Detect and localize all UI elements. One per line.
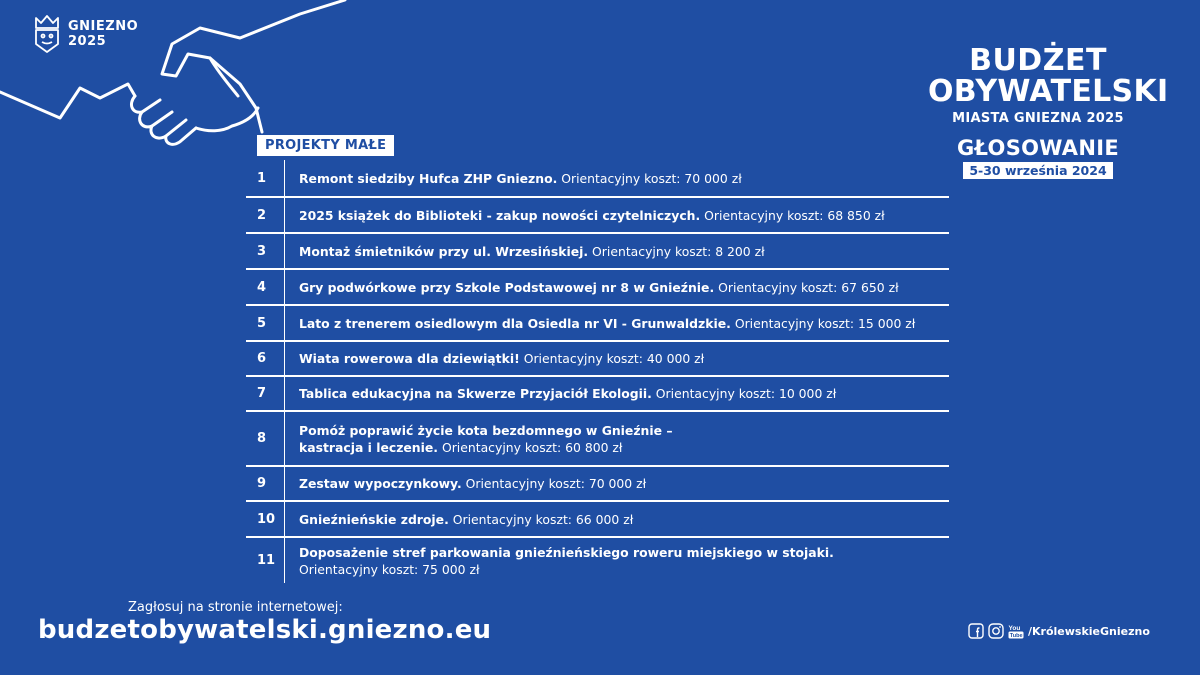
projects-table [246, 160, 949, 583]
youtube-icon[interactable] [1008, 623, 1024, 639]
project-row [246, 234, 949, 270]
project-number: 9 [246, 467, 285, 500]
project-title: 2025 książek do Biblioteki - zakup nowości czytelniczych. [299, 207, 701, 223]
project-number: 10 [246, 502, 285, 536]
project-row [246, 306, 949, 342]
vote-dates-badge: 5-30 września 2024 [963, 162, 1112, 179]
project-row [246, 377, 949, 412]
project-description [285, 279, 949, 296]
project-description [285, 207, 949, 224]
svg-text:You: You [1008, 625, 1021, 632]
project-row [246, 198, 949, 234]
project-number: 1 [246, 160, 285, 196]
project-description [285, 385, 949, 402]
project-number: 2 [246, 198, 285, 232]
vote-label: GŁOSOWANIE [956, 136, 1119, 160]
project-title: Gnieźnieńskie zdroje. [299, 511, 449, 527]
project-number: 11 [246, 538, 285, 583]
project-cost: Orientacyjny koszt: 60 800 zł [441, 439, 623, 455]
project-title: Wiata rowerowa dla dziewiątki! [299, 351, 520, 366]
project-title: Tablica edukacyjna na Skwerze Przyjaciół Ekologii. [299, 386, 652, 401]
project-cost: Orientacyjny koszt: 66 000 zł [452, 511, 634, 527]
project-description [285, 475, 949, 492]
project-description [285, 243, 949, 260]
header-title-line1: BUDŻET [969, 43, 1107, 78]
project-title: Gry podwórkowe przy Szkole Podstawowej nr 8 w Gnieźnie. [299, 279, 715, 295]
logo-line1: GNIEZNO [68, 19, 139, 34]
project-description [285, 422, 949, 456]
vote-cta-label: Zagłosuj na stronie internetowej: [128, 600, 343, 615]
svg-text:Tube: Tube [1009, 633, 1023, 639]
project-title: Montaż śmietników przy ul. Wrzesińskiej. [299, 243, 589, 259]
vote-website-link[interactable]: budzetobywatelski.gniezno.eu [38, 615, 492, 645]
project-row [246, 342, 949, 377]
project-cost: Orientacyjny koszt: 15 000 zł [734, 315, 916, 331]
project-number: 6 [246, 342, 285, 375]
project-description [285, 315, 949, 332]
project-cost: Orientacyjny koszt: 8 200 zł [592, 243, 765, 259]
section-label: PROJEKTY MAŁE [257, 135, 394, 156]
project-row [246, 160, 949, 198]
project-title: Remont siedziby Hufca ZHP Gniezno. [299, 170, 558, 186]
project-row [246, 270, 949, 306]
project-cost: Orientacyjny koszt: 10 000 zł [655, 386, 837, 401]
project-title: Lato z trenerem osiedlowym dla Osiedla nr VI - Grunwaldzkie. [299, 315, 731, 331]
project-title-line1: Pomóż poprawić życie kota bezdomnego w Gnieźnie – [299, 422, 673, 438]
social-links [968, 623, 1150, 639]
project-row [246, 467, 949, 502]
header-title-line2: OBYWATELSKI [928, 74, 1169, 109]
instagram-icon[interactable] [988, 623, 1004, 639]
facebook-icon[interactable] [968, 623, 984, 639]
logo-text [68, 19, 138, 49]
project-number: 5 [246, 306, 285, 340]
budget-header [928, 43, 1169, 179]
project-number: 3 [246, 234, 285, 268]
project-number: 8 [246, 412, 285, 465]
project-description [285, 511, 949, 528]
project-number: 4 [246, 270, 285, 304]
project-cost: Orientacyjny koszt: 75 000 zł [299, 561, 480, 577]
header-subtitle: MIASTA GNIEZNA 2025 [952, 111, 1124, 126]
project-row [246, 502, 949, 538]
project-cost: Orientacyjny koszt: 70 000 zł [561, 170, 742, 186]
project-row [246, 538, 949, 583]
project-description [285, 544, 949, 578]
project-title: kastracja i leczenie. [299, 439, 438, 455]
crown-emblem-icon [32, 14, 62, 54]
logo-line2: 2025 [68, 34, 107, 49]
project-cost: Orientacyjny koszt: 40 000 zł [523, 351, 705, 366]
city-logo [32, 14, 138, 54]
project-number: 7 [246, 377, 285, 410]
project-row [246, 412, 949, 467]
project-description [285, 350, 949, 367]
project-description [285, 170, 949, 187]
social-handle[interactable]: /KrólewskieGniezno [1028, 624, 1150, 638]
project-cost: Orientacyjny koszt: 68 850 zł [704, 207, 885, 223]
project-cost: Orientacyjny koszt: 67 650 zł [718, 279, 899, 295]
project-cost: Orientacyjny koszt: 70 000 zł [465, 476, 647, 491]
project-title: Zestaw wypoczynkowy. [299, 476, 462, 491]
project-title: Doposażenie stref parkowania gnieźnieńskiego roweru miejskiego w stojaki. [299, 544, 834, 560]
